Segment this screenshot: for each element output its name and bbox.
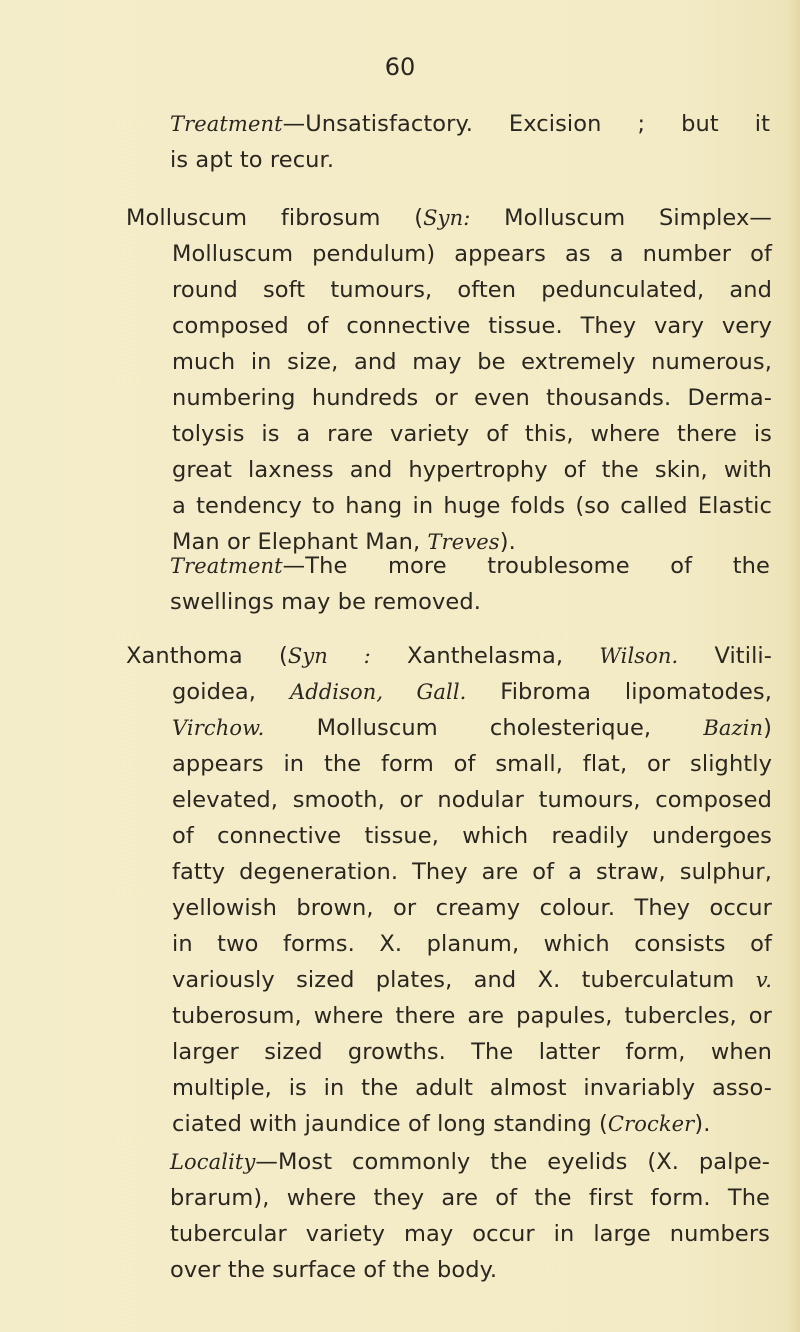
text-run: great laxness and hypertrophy of the skin, with (172, 457, 772, 483)
paragraph-treatment-swellings (170, 548, 770, 620)
text-line (172, 998, 772, 1034)
text-line (170, 1252, 770, 1288)
text-run: —The more troublesome of the (282, 553, 770, 579)
text-line (170, 142, 770, 178)
text-line (172, 962, 772, 998)
italic-text: v. (755, 968, 772, 992)
italic-text: Bazin (703, 716, 764, 740)
text-line (172, 236, 772, 272)
italic-text: Treves (427, 530, 500, 554)
text-line (170, 1180, 770, 1216)
text-line (126, 200, 772, 236)
text-line (172, 782, 772, 818)
text-run: a tendency to hang in huge folds (so called Elastic (172, 493, 772, 519)
italic-text: Treatment (170, 554, 283, 578)
italic-text: Locality (170, 1150, 256, 1174)
text-run: in two forms. X. planum, which consists of (172, 931, 772, 957)
text-run: —Unsatisfactory. Excision ; but it (282, 111, 770, 137)
text-line (170, 584, 770, 620)
paragraph-treatment-excision (170, 106, 770, 178)
text-line (172, 926, 772, 962)
text-run: Molluscum pendulum) appears as a number of (172, 241, 772, 267)
text-run: appears in the form of small, flat, or slightly (172, 751, 772, 777)
paragraph-molluscum-fibrosum (126, 200, 772, 560)
text-line (172, 854, 772, 890)
text-line (170, 548, 770, 584)
paragraph-locality (170, 1144, 770, 1288)
text-run: multiple, is in the adult almost invariably asso- (172, 1075, 772, 1101)
italic-text: Treatment (170, 112, 283, 136)
text-run: swellings may be removed. (170, 589, 481, 615)
text-line (172, 890, 772, 926)
italic-text: Virchow. (172, 716, 265, 740)
text-line (172, 380, 772, 416)
text-line (172, 1070, 772, 1106)
text-line (170, 106, 770, 142)
text-run: elevated, smooth, or nodular tumours, composed (172, 787, 772, 813)
text-run: ). (694, 1111, 711, 1137)
text-run: Molluscum Simplex— (470, 205, 772, 231)
text-run: ) (763, 715, 772, 741)
text-line (170, 1216, 770, 1252)
text-line (172, 308, 772, 344)
text-run: over the surface of the body. (170, 1257, 498, 1283)
text-run: tuberosum, where there are papules, tubercles, or (172, 1003, 772, 1029)
text-line (172, 1034, 772, 1070)
text-line (172, 674, 772, 710)
italic-text: Addison, Gall. (289, 680, 467, 704)
text-run: Xanthoma ( (126, 643, 288, 669)
text-run: much in size, and may be extremely numerous, (172, 349, 772, 375)
text-run: variously sized plates, and X. tuberculatum (172, 967, 756, 993)
text-run: fatty degeneration. They are of a straw, sulphur, (172, 859, 772, 885)
text-run: tubercular variety may occur in large numbers (170, 1221, 770, 1247)
italic-text: Syn: (423, 206, 471, 230)
text-run: Molluscum cholesterique, (264, 715, 704, 741)
text-run: composed of connective tissue. They vary very (172, 313, 772, 339)
text-run: goidea, (172, 679, 290, 705)
text-line (172, 746, 772, 782)
text-run: Fibroma lipomatodes, (466, 679, 772, 705)
text-line (172, 488, 772, 524)
text-run: Vitili- (678, 643, 772, 669)
text-line (172, 416, 772, 452)
text-run: larger sized growths. The latter form, when (172, 1039, 772, 1065)
text-run: yellowish brown, or creamy colour. They occur (172, 895, 772, 921)
italic-text: Crocker (607, 1112, 695, 1136)
page-edge-shadow (786, 0, 800, 1332)
italic-text: Wilson. (599, 644, 679, 668)
text-run: tolysis is a rare variety of this, where there is (172, 421, 772, 447)
text-run: Molluscum fibrosum ( (126, 205, 424, 231)
text-run: round soft tumours, often pedunculated, and (172, 277, 772, 303)
paragraph-xanthoma (126, 638, 772, 1142)
text-run: Man or Elephant Man, (172, 529, 428, 555)
text-run: ). (499, 529, 516, 555)
text-line (172, 272, 772, 308)
text-run: Xanthelasma, (370, 643, 600, 669)
text-line (172, 452, 772, 488)
text-line (172, 344, 772, 380)
text-run: of connective tissue, which readily undergoes (172, 823, 772, 849)
text-run: —Most commonly the eyelids (X. palpe- (255, 1149, 770, 1175)
page-number: 60 (384, 53, 416, 81)
text-run: numbering hundreds or even thousands. Derma- (172, 385, 772, 411)
text-run: ciated with jaundice of long standing ( (172, 1111, 608, 1137)
text-line (170, 1144, 770, 1180)
text-line (172, 710, 772, 746)
text-run: brarum), where they are of the first form. The (170, 1185, 770, 1211)
text-run: is apt to recur. (170, 147, 335, 173)
text-line (172, 818, 772, 854)
italic-text: Syn : (287, 644, 371, 668)
text-line (126, 638, 772, 674)
text-line (172, 1106, 772, 1142)
